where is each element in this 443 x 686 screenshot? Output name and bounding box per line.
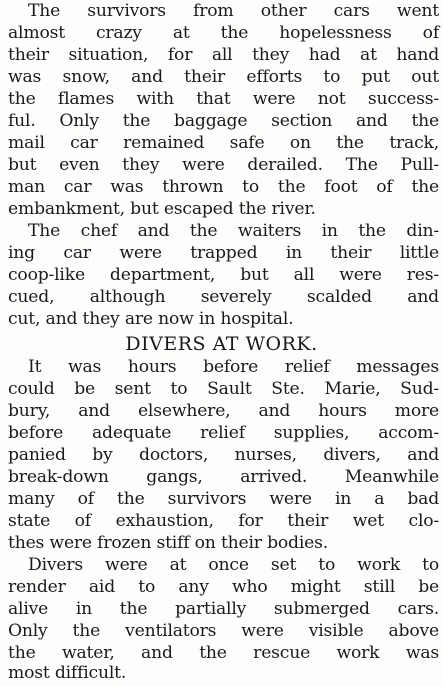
paragraph-1-line-8: but even they were derailed. The Pull- xyxy=(8,155,439,175)
paragraph-2-line-5: cut, and they are now in hospital. xyxy=(8,309,294,329)
paragraph-4-line-1: Divers were at once set to work to xyxy=(28,555,439,575)
paragraph-1-line-9: man car was thrown to the foot of the xyxy=(8,177,439,197)
paragraph-1-line-5: the flames with that were not success- xyxy=(8,89,439,109)
paragraph-3-line-8: state of exhaustion, for their wet clo- xyxy=(8,511,439,531)
paragraph-3-line-4: before adequate relief supplies, accom- xyxy=(8,423,439,443)
paragraph-2-line-2: ing car were trapped in their little xyxy=(8,243,439,263)
paragraph-4-line-5: the water, and the rescue work was xyxy=(8,643,439,663)
paragraph-2-line-3: coop-like department, but all were res- xyxy=(8,265,439,285)
paragraph-2-line-4: cued, although severely scalded and xyxy=(8,287,439,307)
paragraph-1-line-4: was snow, and their efforts to put out xyxy=(8,67,439,87)
paragraph-3-line-5: panied by doctors, nurses, divers, and xyxy=(8,445,439,465)
paragraph-4-line-4: Only the ventilators were visible above xyxy=(8,621,439,641)
paragraph-1-line-7: mail car remained safe on the track, xyxy=(8,133,439,153)
paragraph-1-line-2: almost crazy at the hopelessness of xyxy=(8,23,439,43)
paragraph-4-line-3: alive in the partially submerged cars. xyxy=(8,599,439,619)
paragraph-1-line-3: their situation, for all they had at hand xyxy=(8,45,439,65)
paragraph-3-line-1: It was hours before relief messages xyxy=(28,357,439,377)
paragraph-4-line-6: most difficult. xyxy=(8,663,127,683)
paragraph-1-line-1: The survivors from other cars went xyxy=(28,1,439,21)
paragraph-1-line-6: ful. Only the baggage section and the xyxy=(8,111,439,131)
paragraph-2-line-1: The chef and the waiters in the din- xyxy=(28,221,439,241)
paragraph-3-line-9: thes were frozen stiff on their bodies. xyxy=(8,533,328,553)
paragraph-4-line-2: render aid to any who might still be xyxy=(8,577,439,597)
paragraph-3-line-2: could be sent to Sault Ste. Marie, Sud- xyxy=(8,379,439,399)
paragraph-3-line-6: break-down gangs, arrived. Meanwhile xyxy=(8,467,439,487)
paragraph-3-line-3: bury, and elsewhere, and hours more xyxy=(8,401,439,421)
section-heading: DIVERS AT WORK. xyxy=(125,333,318,355)
paragraph-1-line-10: embankment, but escaped the river. xyxy=(8,199,316,219)
paragraph-3-line-7: many of the survivors were in a bad xyxy=(8,489,439,509)
